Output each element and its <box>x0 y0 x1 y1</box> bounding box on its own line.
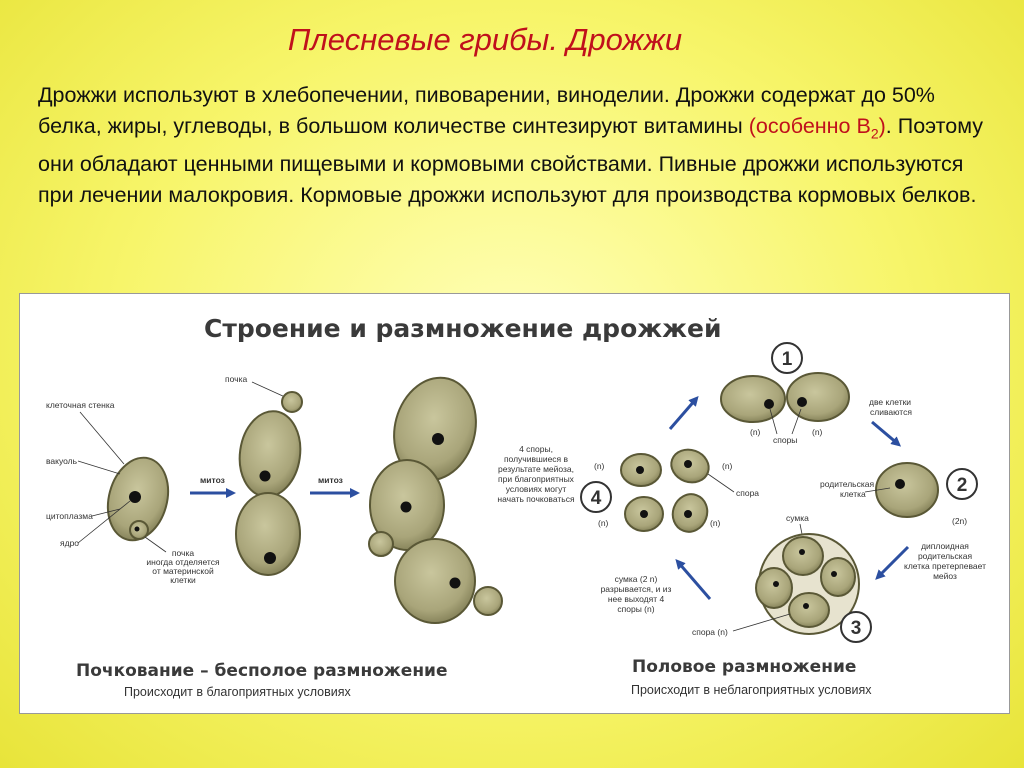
svg-text:(n): (n) <box>594 461 605 471</box>
svg-text:родительская: родительская <box>820 479 875 489</box>
step-3-label: 3 <box>850 618 862 639</box>
svg-text:(n): (n) <box>812 427 823 437</box>
svg-text:сливаются: сливаются <box>870 407 912 417</box>
svg-text:результате мейоза,: результате мейоза, <box>497 464 575 474</box>
svg-text:при благоприятных: при благоприятных <box>498 474 574 484</box>
bud <box>474 587 502 615</box>
svg-text:споры (n): споры (n) <box>617 604 655 614</box>
svg-text:от материнской: от материнской <box>152 566 214 576</box>
label-bud-top: почка <box>225 374 248 384</box>
yeast-cell <box>395 539 475 623</box>
label-spore: спора <box>736 488 760 498</box>
svg-text:(n): (n) <box>598 518 609 528</box>
yeast-cell <box>721 376 785 422</box>
intro-text-2: . Поэтому они обладают ценными пищевыми и кормовыми свойствами. Пивные дрожжи используются при лечении малокровия. Кормовые дрожжи используют для производства кормовых белков. <box>38 114 983 208</box>
label-spores: споры <box>773 435 798 445</box>
asexual-section <box>46 368 575 699</box>
label-parent-cell <box>820 479 874 499</box>
svg-text:разрывается, и из: разрывается, и из <box>600 584 672 594</box>
label-cytoplasm: цитоплазма <box>46 511 93 521</box>
label-two-cells-merge <box>869 397 912 417</box>
svg-text:4 споры,: 4 споры, <box>519 444 553 454</box>
bud <box>282 392 302 412</box>
step-1-label: 1 <box>781 349 793 370</box>
sexual-heading: Половое размножение <box>632 657 857 677</box>
step-4-label: 4 <box>590 488 602 509</box>
svg-text:диплоидная: диплоидная <box>921 541 969 551</box>
svg-text:(n): (n) <box>722 461 733 471</box>
label-spores-note <box>497 444 575 504</box>
label-bud-note <box>146 548 220 585</box>
cycle-arrow <box>678 562 710 599</box>
svg-text:мейоз: мейоз <box>933 571 957 581</box>
svg-text:клетка: клетка <box>840 489 866 499</box>
svg-text:клетка претерпевает: клетка претерпевает <box>904 561 986 571</box>
svg-text:клетки: клетки <box>170 575 196 585</box>
intro-text-1: Дрожжи используют в хлебопечении, пивоварении, виноделии. Дрожжи содержат до 50% белка, жиры, углеводы, в большом количестве синтезируют витамины <box>38 83 935 138</box>
slide-title: Плесневые грибы. Дрожжи <box>287 22 683 57</box>
svg-text:почка: почка <box>171 548 195 558</box>
svg-text:условиях могут: условиях могут <box>505 484 567 494</box>
label-nucleus: ядро <box>60 538 80 548</box>
nucleus <box>129 491 141 503</box>
diagram-title: Строение и размножение дрожжей <box>204 314 722 343</box>
mitosis-label-1: митоз <box>200 475 225 485</box>
label-spore-n: спора (n) <box>692 627 728 637</box>
sexual-section <box>581 343 986 697</box>
label-ascus: сумка <box>786 513 809 523</box>
yeast-cell <box>787 373 849 421</box>
svg-text:(2n): (2n) <box>952 516 968 526</box>
bud <box>369 532 393 556</box>
asexual-subheading: Происходит в благоприятных условиях <box>124 685 351 699</box>
svg-text:иногда отделяется: иногда отделяется <box>146 557 220 567</box>
svg-text:родительская: родительская <box>917 551 973 561</box>
svg-text:получившиеся в: получившиеся в <box>503 454 569 464</box>
label-ascus-note <box>601 574 672 614</box>
svg-text:(n): (n) <box>710 518 721 528</box>
label-vacuole: вакуоль <box>46 456 78 466</box>
step-2-label: 2 <box>956 475 968 496</box>
asexual-heading: Почкование – бесполое размножение <box>76 661 448 681</box>
svg-text:начать почковаться: начать почковаться <box>497 494 575 504</box>
svg-text:(n): (n) <box>750 427 761 437</box>
svg-text:две клетки: две клетки <box>869 397 912 407</box>
yeast-cell <box>234 407 305 501</box>
cycle-arrow <box>670 399 696 429</box>
sexual-subheading: Происходит в неблагоприятных условиях <box>631 683 872 697</box>
intro-vitamin-note: (особенно $В_2$) <box>748 114 886 142</box>
svg-text:сумка (2 n): сумка (2 n) <box>614 574 658 584</box>
cycle-arrow <box>872 422 898 444</box>
yeast-diagram <box>19 293 1010 714</box>
yeast-diagram-svg <box>20 294 1009 713</box>
label-cell-wall: клеточная стенка <box>46 400 115 410</box>
label-diploid-note <box>904 541 986 581</box>
mitosis-label-2: митоз <box>318 475 343 485</box>
intro-paragraph <box>38 80 988 211</box>
parent-cell <box>876 463 938 517</box>
svg-text:нее выходят 4: нее выходят 4 <box>607 594 665 604</box>
